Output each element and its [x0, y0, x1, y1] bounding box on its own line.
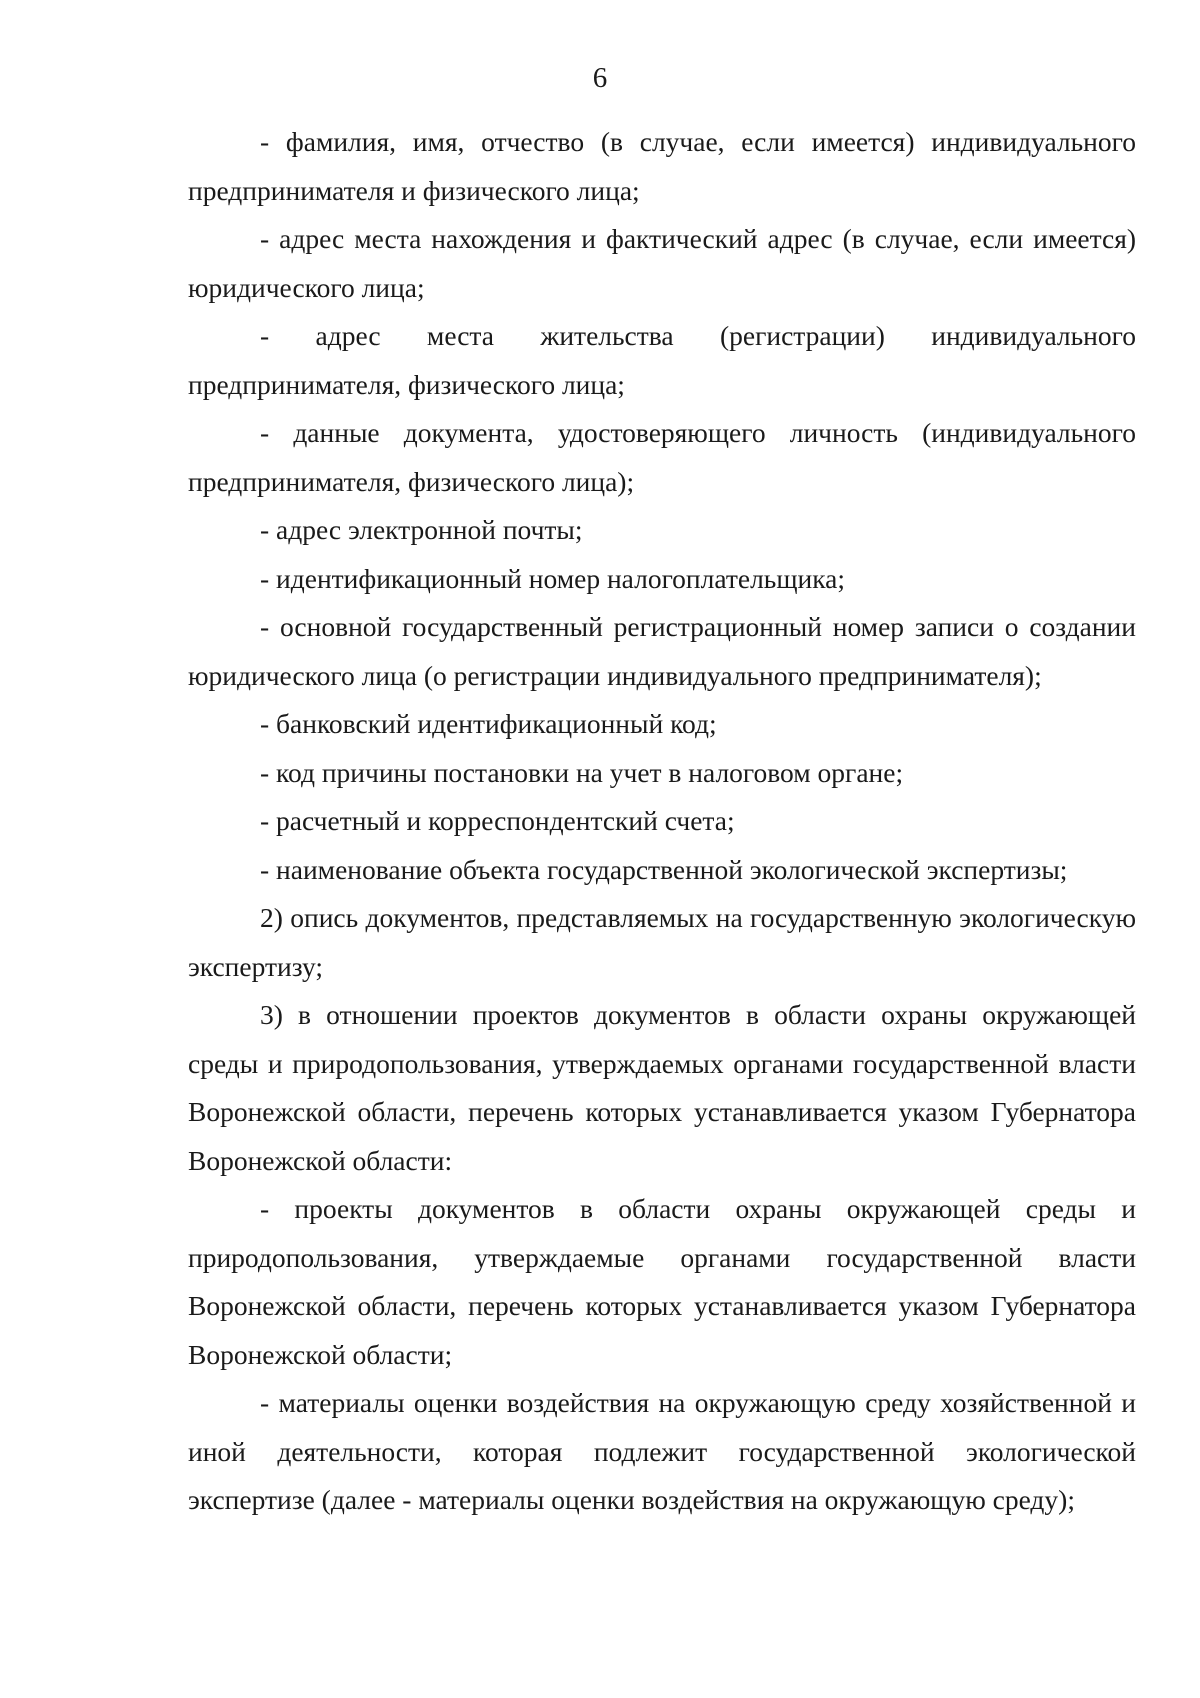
paragraph-impact-assessment: - материалы оценки воздействия на окружающую среду хозяйственной и иной деятельности, которая подлежит государственной экологической экспертизе (далее - материалы оценки воздействия на окружающую среду);	[188, 1387, 1136, 1515]
paragraph-legal-address: - адрес места нахождения и фактический адрес (в случае, если имеется) юридического лица;	[188, 223, 1136, 303]
paragraph-draft-documents-intro: 3) в отношении проектов документов в области охраны окружающей среды и природопользования, утверждаемых органами государственной власти Воронежской области, перечень которых устанавливается указом Губернатора Воронежской области:	[188, 999, 1136, 1176]
document-body	[188, 118, 1136, 1525]
paragraph-residence-address: - адрес места жительства (регистрации) индивидуального предпринимателя, физического лица;	[188, 320, 1136, 400]
paragraph-draft-documents: - проекты документов в области охраны окружающей среды и природопользования, утверждаемые органами государственной власти Воронежской области, перечень которых устанавливается указом Губернатора Воронежской области;	[188, 1193, 1136, 1370]
paragraph-object-name: - наименование объекта государственной экологической экспертизы;	[260, 853, 1068, 885]
paragraph-registration-reason-code: - код причины постановки на учет в налоговом органе;	[260, 756, 904, 788]
page-number: 6	[592, 62, 608, 94]
paragraph-full-name: - фамилия, имя, отчество (в случае, если имеется) индивидуального предпринимателя и физического лица;	[188, 126, 1136, 206]
paragraph-tax-id: - идентификационный номер налогоплательщика;	[260, 562, 846, 594]
paragraph-accounts: - расчетный и корреспондентский счета;	[260, 805, 735, 836]
paragraph-bank-code: - банковский идентификационный код;	[260, 708, 717, 739]
paragraph-document-inventory: 2) опись документов, представляемых на государственную экологическую экспертизу;	[188, 902, 1136, 982]
paragraph-registration-number: - основной государственный регистрационный номер записи о создании юридического лица (о регистрации индивидуального предпринимателя);	[188, 611, 1136, 691]
paragraph-email: - адрес электронной почты;	[260, 514, 583, 545]
paragraph-identity-document: - данные документа, удостоверяющего личность (индивидуального предпринимателя, физического лица);	[188, 417, 1136, 497]
